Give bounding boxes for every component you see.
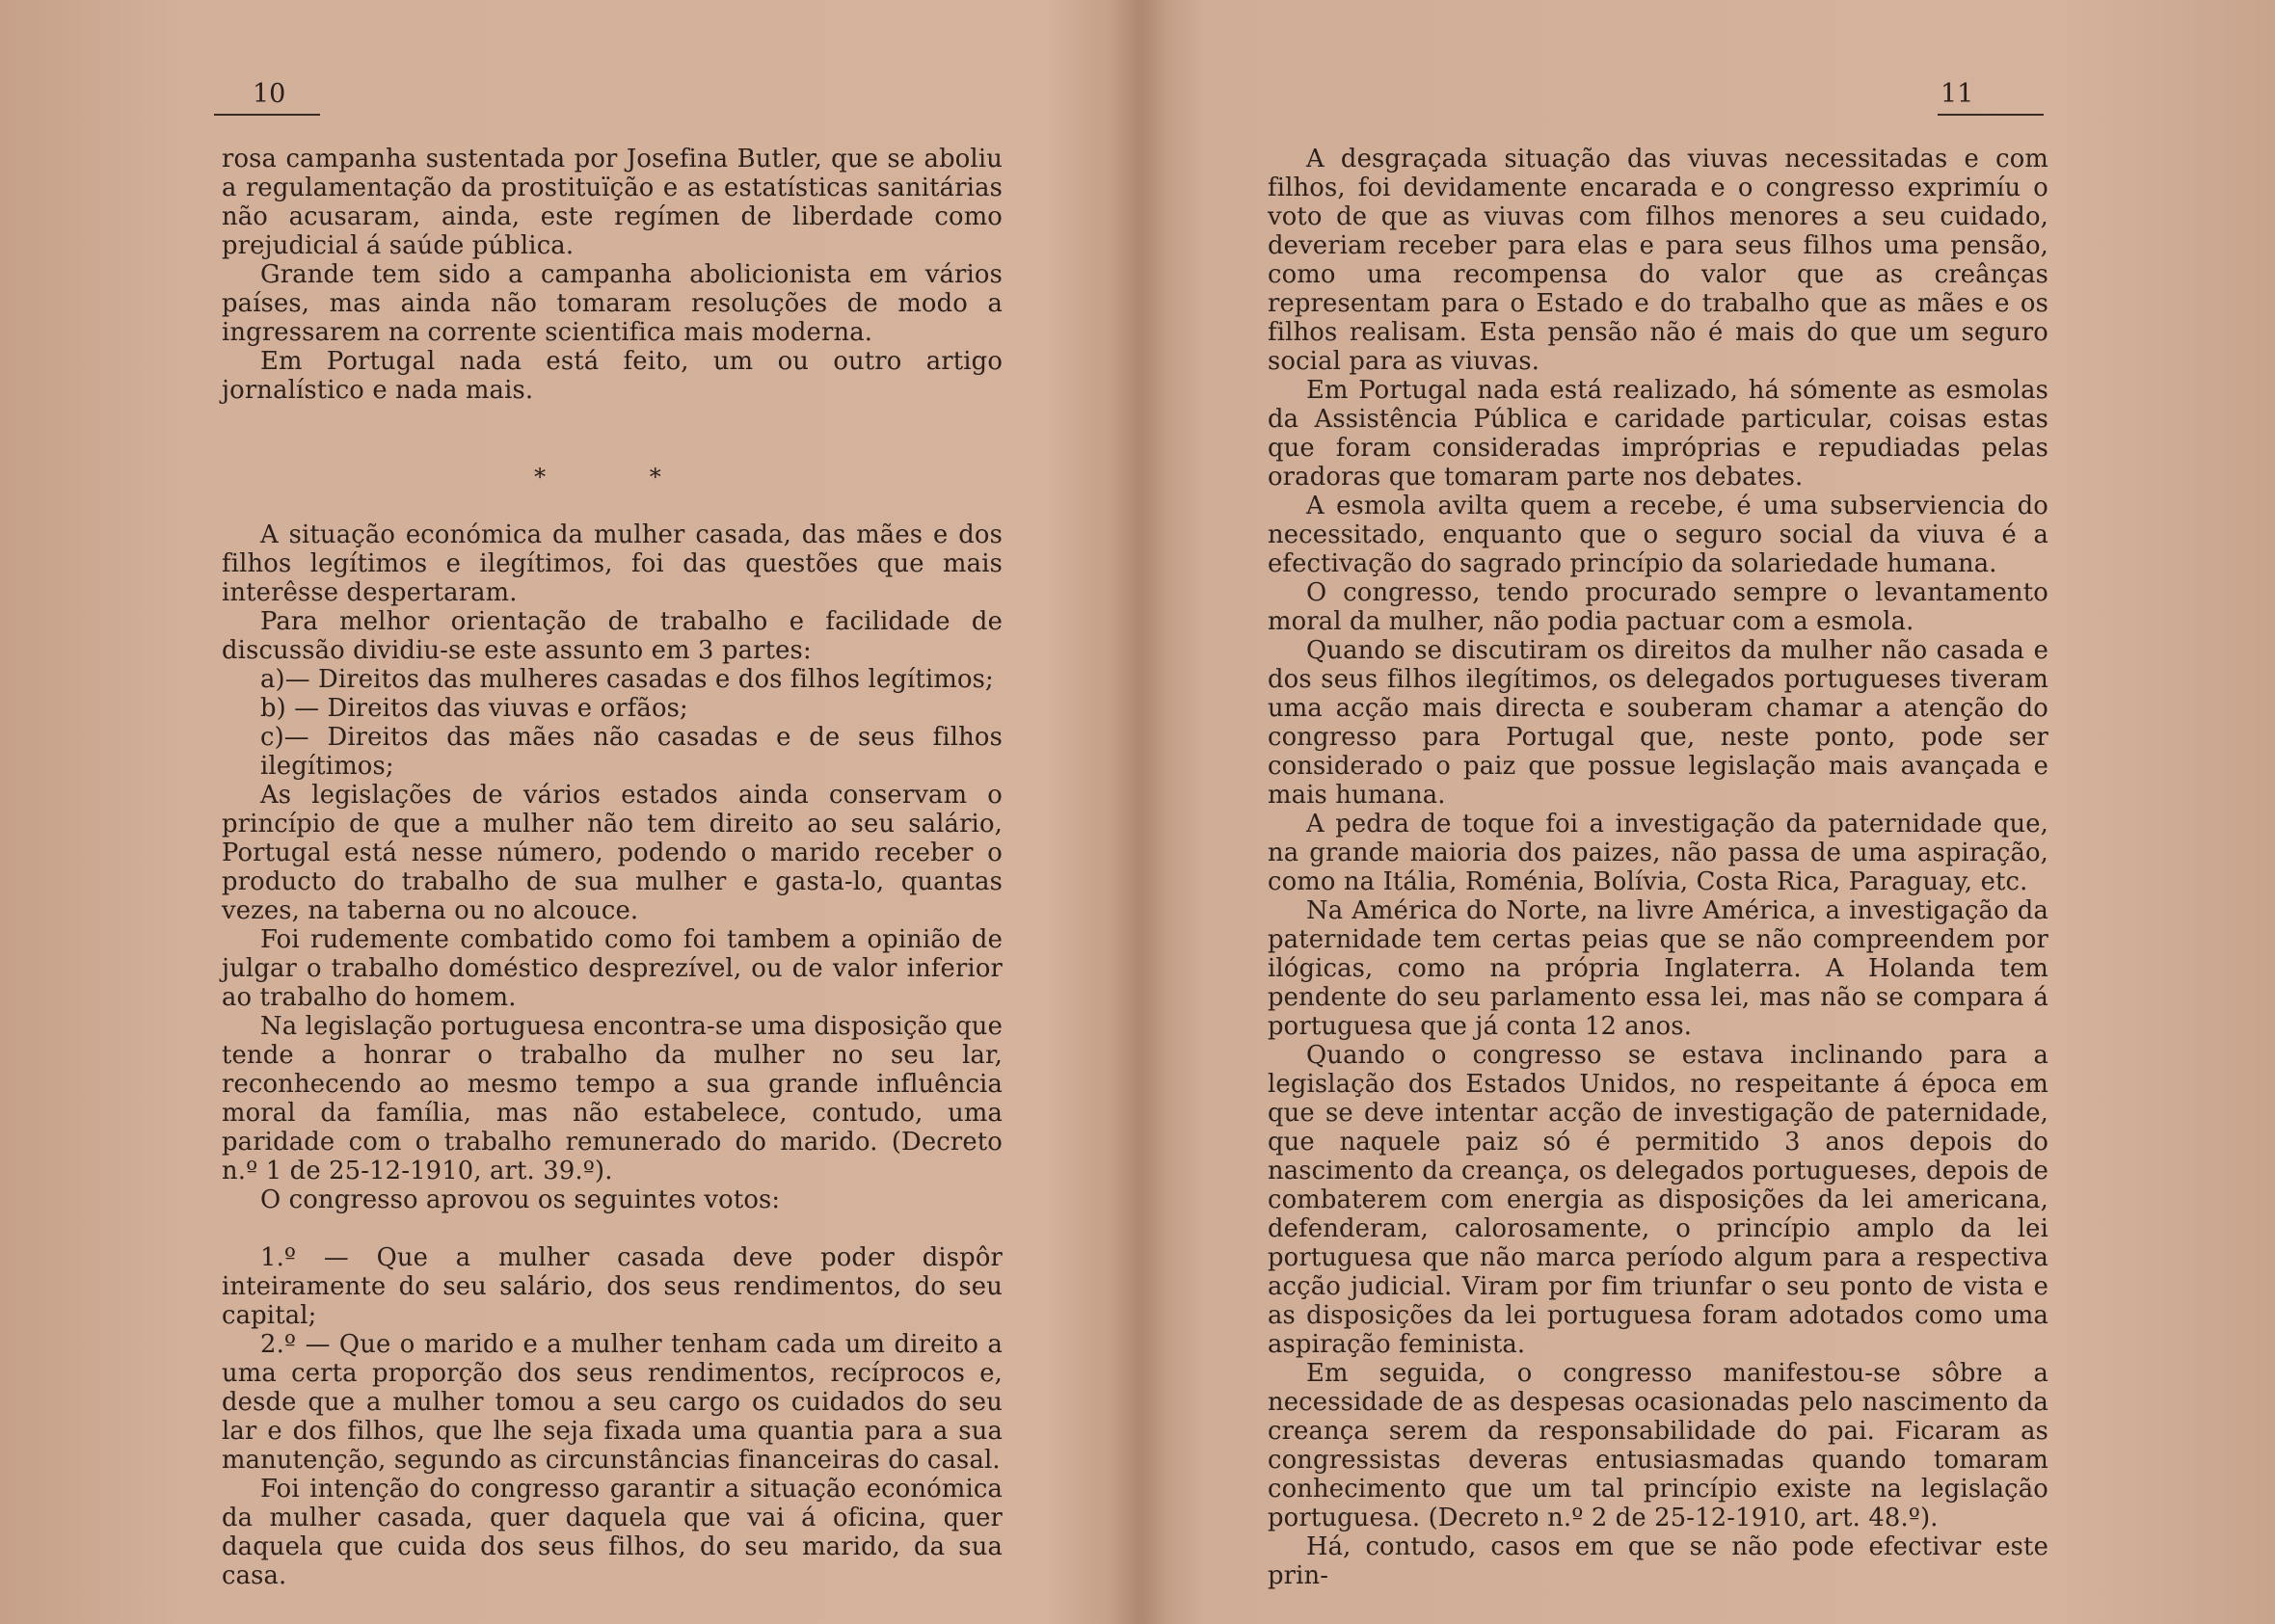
paragraph: Quando o congresso se estava inclinando para a legislação dos Estados Unidos, no respeitante á época em que se deve intentar acção de investigação de paternidade, que naquele paiz só é permitido 3 anos depois do nascimento da creança, os delegados portugueses, depois de combaterem com energia as disposições da lei americana, defenderam, calorosamente, o princípio amplo da lei portuguesa que não marca período algum para a respectiva acção judicial. Viram por fim triunfar o seu ponto de vista e as disposições da lei portuguesa foram adotados como uma aspiração feminista. <box>1268 1041 2048 1359</box>
paragraph: Na América do Norte, na livre América, a investigação da paternidade tem certas peias que se não compreendem por ilógicas, como na própria Inglaterra. A Holanda tem pendente do seu parlamento essa lei, mas não se compara á portuguesa que já conta 12 anos. <box>1268 896 2048 1041</box>
list-item: a)— Direitos das mulheres casadas e dos filhos legítimos; <box>260 665 994 694</box>
page-number-right: 11 <box>1940 79 1974 109</box>
spacer <box>222 1214 1003 1243</box>
right-page-text <box>1268 145 2048 1590</box>
paragraph: Em Portugal nada está realizado, há sómente as esmolas da Assistência Pública e caridade particular, coisas estas que foram consideradas impróprias e repudiadas pelas oradoras que tomaram parte nos debates. <box>1268 376 2048 492</box>
paragraph: Para melhor orientação de trabalho e facilidade de discussão dividiu-se este assunto em 3 partes: <box>222 607 1003 665</box>
paragraph: A pedra de toque foi a investigação da paternidade que, na grande maioria dos paizes, não passa de uma aspiração, como na Itália, Roménia, Bolívia, Costa Rica, Paraguay, etc. <box>1268 810 2048 896</box>
paragraph: A desgraçada situação das viuvas necessitadas e com filhos, foi devidamente encarada e o congresso exprimíu o voto de que as viuvas com filhos menores a seu cuidado, deveriam receber para elas e para seus filhos uma pensão, como uma recompensa do valor que as creânças representam para o Estado e do trabalho que as mães e os filhos realisam. Esta pensão não é mais do que um seguro social para as viuvas. <box>1268 145 2048 376</box>
paragraph: rosa campanha sustentada por Josefina Butler, que se aboliu a regulamentação da prostituïção e as estatísticas sanitárias não acusaram, ainda, este regímen de liberdade como prejudicial á saúde pública. <box>222 145 1003 260</box>
page-number-left: 10 <box>253 79 286 109</box>
paragraph: A situação económica da mulher casada, das mães e dos filhos legítimos e ilegítimos, foi das questões que mais interêsse despertaram. <box>222 520 1003 607</box>
list-item: c)— Direitos das mães não casadas e de seus filhos ilegítimos; <box>260 723 1003 781</box>
paragraph: As legislações de vários estados ainda conservam o princípio de que a mulher não tem direito ao seu salário, Portugal está nesse número, podendo o marido receber o producto do trabalho de sua mulher e gasta-lo, quantas vezes, na taberna ou no alcouce. <box>222 781 1003 925</box>
paragraph: O congresso, tendo procurado sempre o levantamento moral da mulher, não podia pactuar com a esmola. <box>1268 578 2048 636</box>
paragraph: Na legislação portuguesa encontra-se uma disposição que tende a honrar o trabalho da mulher no seu lar, reconhecendo ao mesmo tempo a sua grande influência moral da família, mas não estabelece, contudo, uma paridade com o trabalho remunerado do marido. (Decreto n.º 1 de 25-12-1910, art. 39.º). <box>222 1012 1003 1185</box>
header-rule-left <box>214 114 320 116</box>
paragraph: Quando se discutiram os direitos da mulher não casada e dos seus filhos ilegítimos, os delegados portugueses tiveram uma acção mais directa e souberam chamar a atenção do congresso para Portugal que, neste ponto, pode ser considerado o paiz que possue legislação mais avançada e mais humana. <box>1268 636 2048 810</box>
paragraph: O congresso aprovou os seguintes votos: <box>260 1185 781 1214</box>
paragraph: Há, contudo, casos em que se não pode efectivar este prin- <box>1268 1532 2048 1590</box>
list-item: b) — Direitos das viuvas e orfãos; <box>260 694 688 723</box>
paragraph: A esmola avilta quem a recebe, é uma subserviencia do necessitado, enquanto que o seguro social da viuva é a efectivação do sagrado princípio da solariedade humana. <box>1268 492 2048 578</box>
paragraph: Foi intenção do congresso garantir a situação económica da mulher casada, quer daquela que vai á oficina, quer daquela que cuida dos seus filhos, do seu marido, da sua casa. <box>222 1475 1003 1590</box>
paragraph: Em Portugal nada está feito, um ou outro artigo jornalístico e nada mais. <box>222 347 1003 405</box>
left-page-text <box>222 145 1003 1590</box>
paragraph: Grande tem sido a campanha abolicionista em vários países, mas ainda não tomaram resoluções de modo a ingressarem na corrente scientifica mais moderna. <box>222 260 1003 347</box>
vote-item: 2.º — Que o marido e a mulher tenham cada um direito a uma certa proporção dos seus rendimentos, recíprocos e, desde que a mulher tomou a seu cargo os cuidados do seu lar e dos filhos, que lhe seja fixada uma quantia para a sua manutenção, segundo as circunstâncias financeiras do casal. <box>222 1330 1003 1475</box>
paragraph: Em seguida, o congresso manifestou-se sôbre a necessidade de as despesas ocasionadas pelo nascimento da creança serem da responsabilidade do pai. Ficaram as congressistas deveras entusiasmadas quando tomaram conhecimento que um tal princípio existe na legislação portuguesa. (Decreto n.º 2 de 25-12-1910, art. 48.º). <box>1268 1359 2048 1532</box>
section-separator: * * <box>534 464 709 491</box>
header-rule-right <box>1938 114 2044 116</box>
paragraph: Foi rudemente combatido como foi tambem a opinião de julgar o trabalho doméstico desprezível, ou de valor inferior ao trabalho do homem. <box>222 925 1003 1012</box>
vote-item: 1.º — Que a mulher casada deve poder dispôr inteiramente do seu salário, dos seus rendimentos, do seu capital; <box>222 1243 1003 1330</box>
